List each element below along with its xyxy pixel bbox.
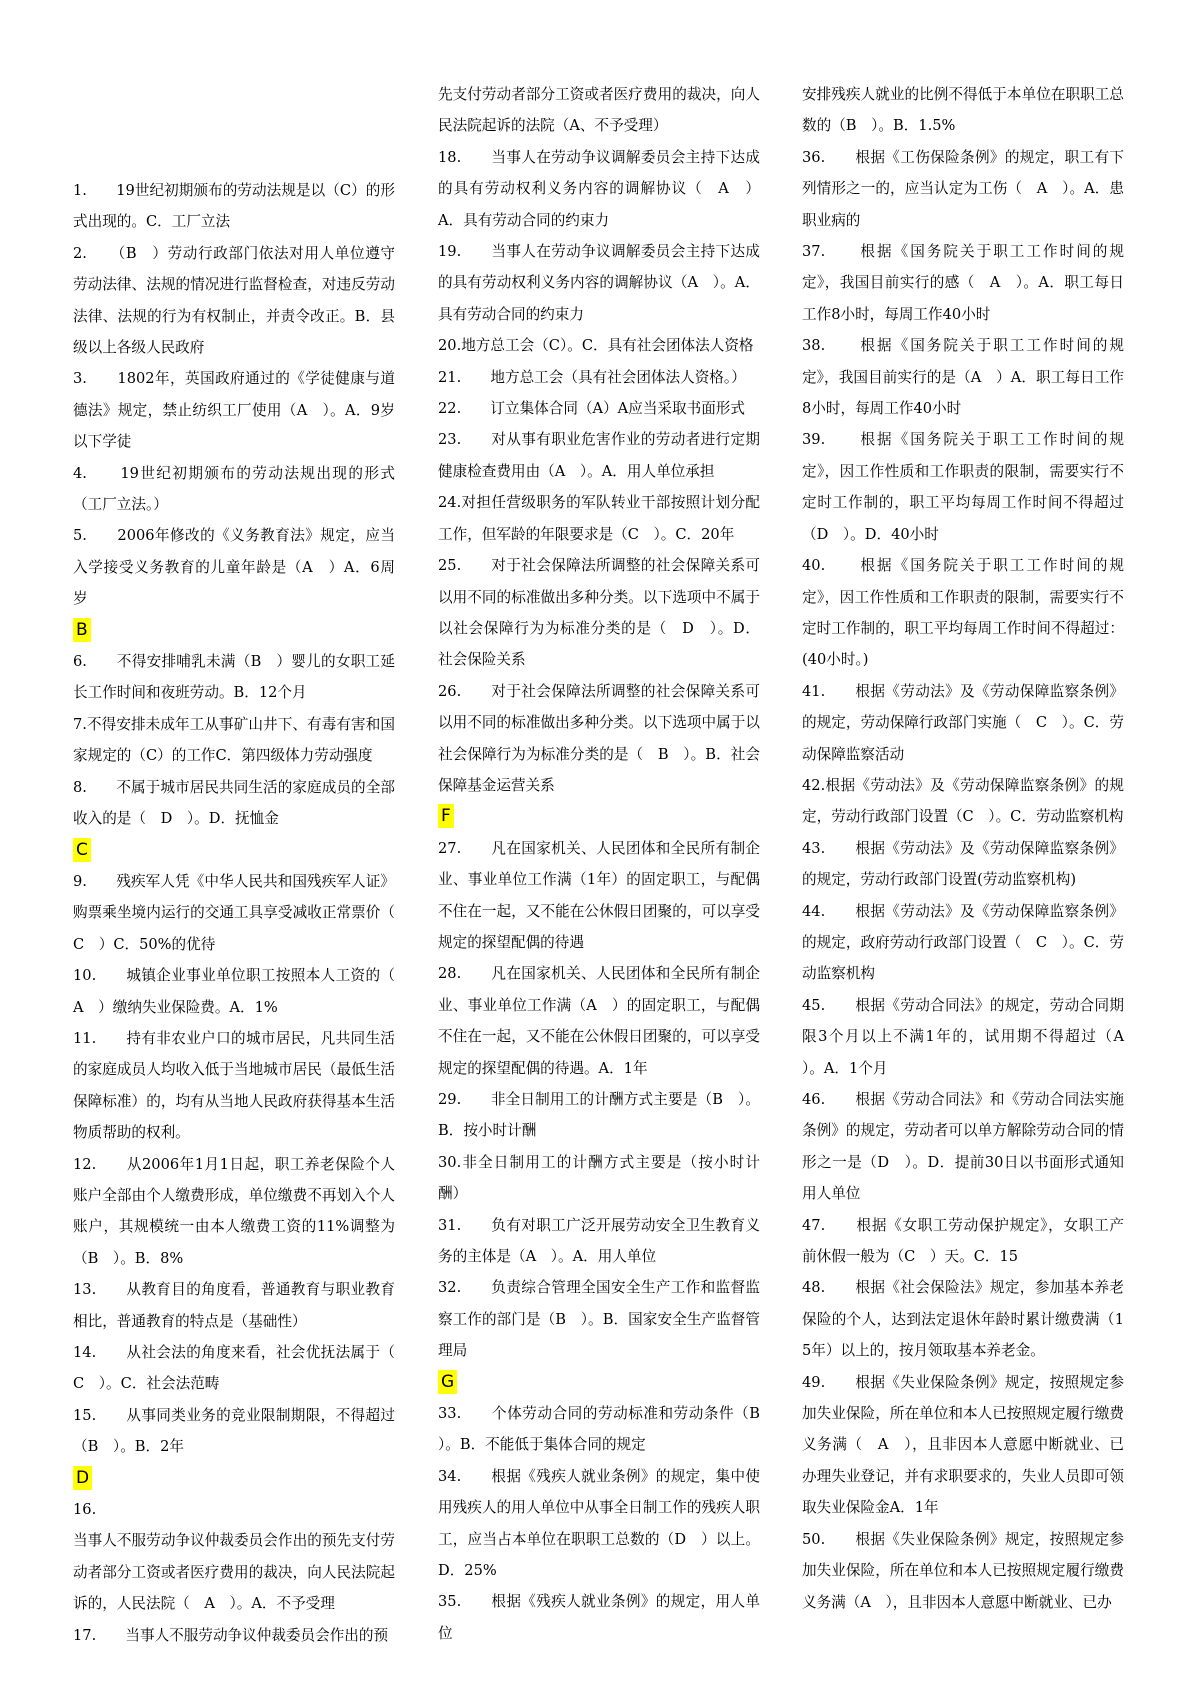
section-letter: G [438,1370,457,1394]
question-item: 27. 凡在国家机关、人民团体和全民所有制企业、事业单位工作满（1年）的固定职工，与配偶不住在一起，又不能在公休假日团聚的，可以享受规定的探望配偶的待遇 [438,839,760,951]
question-item: 50. 根据《失业保险条例》规定，按照规定参加失业保险，所在单位和本人已按照规定履行缴费义务满（A ），且非因本人意愿中断就业、已办 [802,1530,1124,1611]
question-item: 24.对担任营级职务的军队转业干部按照计划分配工作，但军龄的年限要求是（C ）。C．20年 [438,494,760,543]
question-item: 17. 当事人不服劳动争议仲裁委员会作出的预 [73,1626,389,1644]
section-letter-row [438,1367,760,1398]
question-item: 30.非全日制用工的计酬方式主要是（按小时计酬） [438,1153,760,1203]
question-item: 19. 当事人在劳动争议调解委员会主持下达成的具有劳动权利义务内容的调解协议（A ）。A．具有劳动合同的约束力 [438,243,760,323]
section-letter: D [73,1466,92,1490]
question-item: 39. 根据《国务院关于职工工作时间的规定》，因工作性质和工作职责的限制，需要实行不定时工作制的，职工平均每周工作时间不得超过（D ）。D．40小时 [802,431,1124,543]
question-item: 29. 非全日制用工的计酬方式主要是（B ）。B．按小时计酬 [438,1090,760,1140]
question-item: 22. 订立集体合同（A）A应当采取书面形式 [438,400,745,418]
question-item: 46. 根据《劳动合同法》和《劳动合同法实施条例》的规定，劳动者可以单方解除劳动合同的情形之一是（D ）。D．提前30日以书面形式通知用人单位 [802,1091,1124,1203]
question-item: 21. 地方总工会（具有社会团体法人资格。） [438,368,746,386]
question-item: 9. 残疾军人凭《中华人民共和国残疾军人证》购票乘坐境内运行的交通工具享受减收正常票价（ C ）C．50%的优待 [73,872,410,953]
question-item: 4. 19世纪初期颁布的劳动法规出现的形式（工厂立法。） [73,464,395,514]
question-item: 5. 2006年修改的《义务教育法》规定，应当入学接受义务教育的儿童年龄是（A ）A．6周岁 [73,527,395,608]
question-item: 26. 对于社会保障法所调整的社会保障关系可以用不同的标准做出多种分类。以下选项中属于以社会保障行为为标准分类的是（ B ）。B．社会保障基金运营关系 [438,682,760,794]
section-letter-row [73,615,395,646]
question-item: 33. 个体劳动合同的劳动标准和劳动条件（B ）。B．不能低于集体合同的规定 [438,1405,775,1454]
column-2 [438,79,775,1649]
question-item: 25. 对于社会保障法所调整的社会保障关系可以用不同的标准做出多种分类。以下选项中不属于以社会保障行为为标准分类的是（ D ）。D．社会保险关系 [438,557,760,669]
question-item: 40. 根据《国务院关于职工工作时间的规定》，因工作性质和工作职责的限制，需要实行不定时工作制的，职工平均每周工作时间不得超过：(40小时。) [802,557,1124,669]
question-item: 32. 负责综合管理全国安全生产工作和监督监察工作的部门是（B ）。B．国家安全生产监督管理局 [438,1279,760,1360]
column-3 [802,79,1139,1618]
section-letter: B [73,618,91,642]
question-item: 6. 不得安排哺乳未满（B ）婴儿的女职工延长工作时间和夜班劳动。B．12个月 [73,653,395,702]
question-item: 8. 不属于城市居民共同生活的家庭成员的全部收入的是（ D ）。D．抚恤金 [73,778,395,828]
question-item: 38. 根据《国务院关于职工工作时间的规定》，我国目前实行的是（A ）A．职工每日工作8小时，每周工作40小时 [802,337,1124,418]
question-item: 18. 当事人在劳动争议调解委员会主持下达成的具有劳动权利义务内容的调解协议（ A ）A．具有劳动合同的约束力 [438,148,760,229]
question-item: 14. 从社会法的角度来看，社会优抚法属于（ C ）。C．社会法范畴 [73,1344,410,1393]
question-item: 23. 对从事有职业危害作业的劳动者进行定期健康检查费用由（A ）。A．用人单位承担 [438,431,760,480]
question-item: 45. 根据《劳动合同法》的规定，劳动合同期限3个月以上不满1年的，试用期不得超过（A ）。A．1个月 [802,996,1139,1077]
question-item: 10. 城镇企业事业单位职工按照本人工资的（ A ）缴纳失业保险费。A．1% [73,967,410,1016]
question-item: 28. 凡在国家机关、人民团体和全民所有制企业、事业单位工作满（A ）的固定职工，与配偶不住在一起，又不能在公休假日团聚的，可以享受规定的探望配偶的待遇。A．1年 [438,965,760,1077]
question-item: 12. 从2006年1月1日起，职工养老保险个人账户全部由个人缴费形成，单位缴费不再划入个人账户，其规模统一由本人缴费工资的11%调整为（B ）。B．8% [73,1155,395,1267]
question-item: 16. [73,1501,97,1519]
section-letter: C [73,838,91,862]
question-item: 7.不得安排未成年工从事矿山井下、有毒有害和国家规定的（C）的工作C．第四级体力劳动强度 [73,715,395,765]
section-letter-row [73,1463,395,1494]
question-item: 49. 根据《失业保险条例》规定，按照规定参加失业保险，所在单位和本人已按照规定履行缴费义务满（ A ），且非因本人意愿中断就业、已办理失业登记，并有求职要求的，失业人员即可领取失业保险金A．1年 [802,1373,1124,1517]
question-item: 先支付劳动者部分工资或者医疗费用的裁决，向人民法院起诉的法院（A、不予受理） [438,86,760,135]
question-item: 43. 根据《劳动法》及《劳动保障监察条例》的规定，劳动行政部门设置(劳动监察机构) [802,839,1124,889]
question-item: 41. 根据《劳动法》及《劳动保障监察条例》的规定，劳动保障行政部门实施（ C ）。C．劳动保障监察活动 [802,682,1124,763]
question-item: 2. （B ）劳动行政部门依法对用人单位遵守劳动法律、法规的情况进行监督检查，对违反劳动法律、法规的行为有权制止，并责令改正。B．县级以上各级人民政府 [73,244,395,357]
question-item: 47. 根据《女职工劳动保护规定》，女职工产前休假一般为（C ）天。C．15 [802,1216,1124,1266]
question-item: 35. 根据《残疾人就业条例》的规定，用人单位 [438,1593,760,1642]
section-letter-row [73,835,395,866]
question-item: 48. 根据《社会保险法》规定，参加基本养老保险的个人，达到法定退休年龄时累计缴费满（15年）以上的，按月领取基本养老金。 [802,1279,1124,1360]
question-item: 42.根据《劳动法》及《劳动保障监察条例》的规定，劳动行政部门设置（C ）。C．劳动监察机构 [802,776,1124,826]
question-item: 36. 根据《工伤保险条例》的规定，职工有下列情形之一的，应当认定为工伤（ A ）。A．患职业病的 [802,148,1124,229]
question-item: 34. 根据《残疾人就业条例》的规定，集中使用残疾人的用人单位中从事全日制工作的残疾人职工，应当占本单位在职职工总数的（D ）以上。D．25% [438,1467,760,1580]
question-item: 37. 根据《国务院关于职工工作时间的规定》，我国目前实行的感（ A ）。A．职工每日工作8小时，每周工作40小时 [802,243,1124,323]
question-item: 31. 负有对职工广泛开展劳动安全卫生教育义务的主体是（A ）。A．用人单位 [438,1216,760,1266]
section-letter: F [438,804,454,828]
question-item: 44. 根据《劳动法》及《劳动保障监察条例》的规定，政府劳动行政部门设置（ C ）。C．劳动监察机构 [802,902,1124,983]
question-item: 当事人不服劳动争议仲裁委员会作出的预先支付劳动者部分工资或者医疗费用的裁决，向人民法院起诉的，人民法院（ A ）。A．不予受理 [73,1532,395,1613]
section-letter-row [438,801,760,832]
question-item: 11. 持有非农业户口的城市居民，凡共同生活的家庭成员人均收入低于当地城市居民（最低生活保障标准）的，均有从当地人民政府获得基本生活物质帮助的权利。 [73,1029,395,1142]
question-item: 15. 从事同类业务的竞业限制期限，不得超过（B ）。B．2年 [73,1406,395,1456]
column-1 [73,175,410,1651]
question-item: 安排残疾人就业的比例不得低于本单位在职职工总数的（B ）。B．1.5% [802,86,1124,135]
question-item: 1. 19世纪初期颁布的劳动法规是以（C）的形式出现的。C．工厂立法 [73,182,395,231]
question-item: 20.地方总工会（C）。C．具有社会团体法人资格 [438,337,754,355]
question-item: 3. 1802年，英国政府通过的《学徒健康与道德法》规定，禁止纺织工厂使用（A ）。A．9岁以下学徒 [73,370,395,451]
question-item: 13. 从教育目的角度看，普通教育与职业教育相比，普通教育的特点是（基础性） [73,1281,395,1330]
